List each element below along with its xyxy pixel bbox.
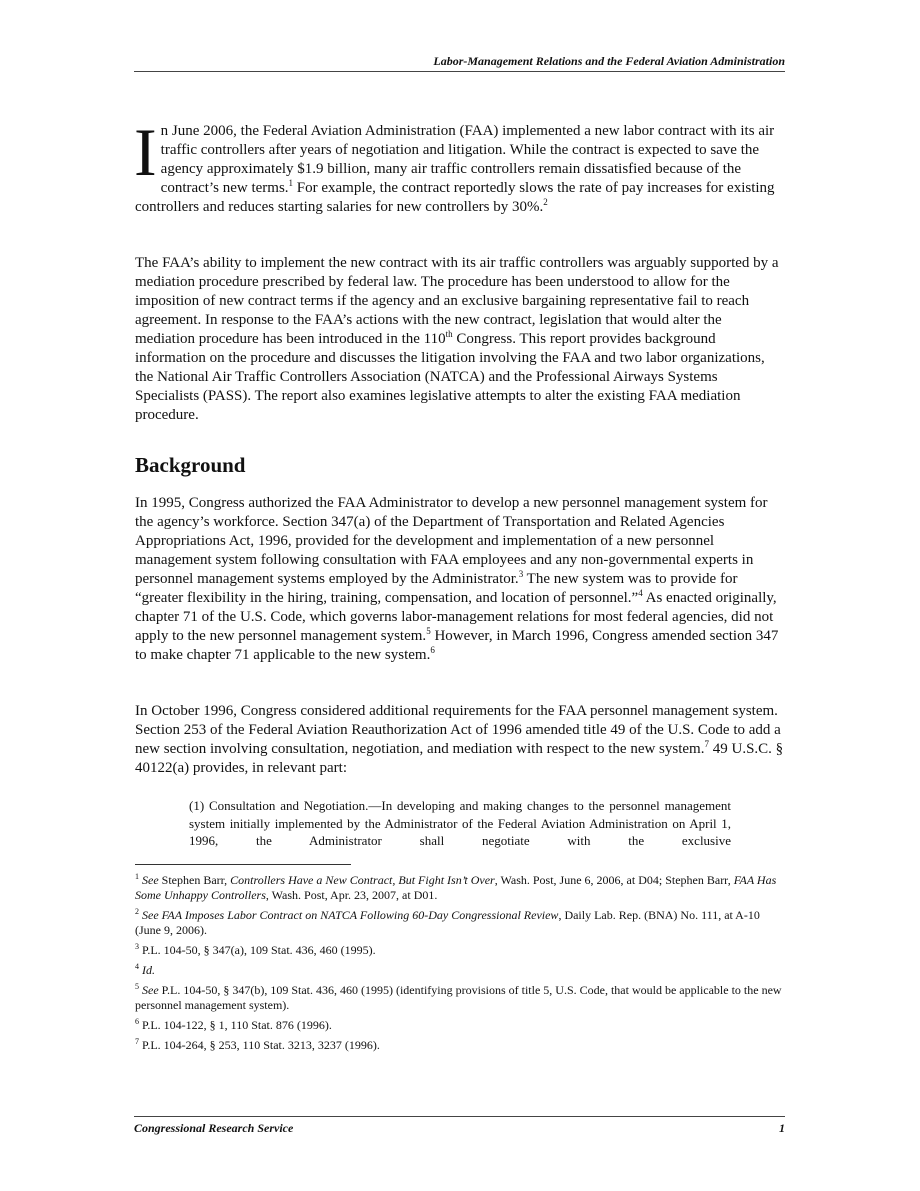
footnote-1: $^1$ See Stephen Barr, Controllers Have a New Contract, But Fight Isn’t Over, Wash. Post, June 6, 2006, at D04; Stephen Barr, FAA Has Some Unhappy Controllers, Wash. Post, Apr. 23, 2007, at D01. [135, 872, 777, 902]
page-footer [134, 1121, 785, 1136]
footnote-ref[interactable]: 7 [704, 739, 709, 749]
footnote-7: $^7$ P.L. 104-264, § 253, 110 Stat. 3213, 3237 (1996). [135, 1037, 380, 1052]
section-heading-background: Background [135, 453, 246, 477]
footnote-ref[interactable]: 5 [426, 626, 431, 636]
drop-cap: I [134, 114, 157, 190]
running-title: Labor-Management Relations and the Federal Aviation Administration [433, 54, 785, 68]
publisher-name: Congressional Research Service [134, 1121, 294, 1135]
footnote-4: $^4$ Id. [135, 962, 155, 977]
footnote-ref[interactable]: 4 [638, 588, 643, 598]
footnote-ref[interactable]: 1 [288, 178, 294, 188]
background-paragraph-1: In 1995, Congress authorized the FAA Administrator to develop a new personnel management system for the agency’s workforce. Section 347(a) of the Department of Transportation and Related Agencies Appropriations Act, 1996, provided for the development and implementation of a new personnel management system following consultation with FAA employees and any non-governmental experts in personnel management systems employed by the Administrator.$^3$ The new system was to provide for “greater flexibility in the hiring, training, compensation, and location of personnel.”$^4$ As enacted originally, chapter 71 of the U.S. Code, which governs labor-management relations for most federal agencies, did not apply to the new personnel management system.$^5$ However, in March 1996, Congress amended section 347 to make chapter 71 applicable to the new system.$^6$ [135, 495, 779, 663]
footnote-divider [135, 864, 351, 865]
ordinal-suffix: th [445, 329, 453, 339]
intro-paragraph-1: In June 2006, the Federal Aviation Administration (FAA) implemented a new labor contract with its air traffic controllers after years of negotiation and litigation. While the contract is expected to save the agency approximately $1.9 billion, many air traffic controllers remain dissatisfied because of the contract’s new terms.$^1$ For example, the contract reportedly slows the rate of pay increases for existing controllers and reduces starting salaries for new controllers by 30%.$^2$ [134, 114, 775, 215]
footnote-ref[interactable]: 3 [518, 569, 524, 579]
footnotes [135, 873, 785, 1058]
footnote-ref[interactable]: 6 [430, 645, 435, 655]
footnote-3: $^3$ P.L. 104-50, § 347(a), 109 Stat. 436, 460 (1995). [135, 942, 376, 957]
page-number: 1 [779, 1121, 785, 1135]
running-header [134, 54, 785, 72]
footer-divider [134, 1116, 785, 1117]
footnote-ref[interactable]: 2 [543, 197, 548, 207]
background-paragraph-2: In October 1996, Congress considered additional requirements for the FAA personnel management system. Section 253 of the Federal Aviation Reauthorization Act of 1996 amended title 49 of the U.S. Code to add a new section involving consultation, negotiation, and mediation with respect to the new system.$^7$ 49 U.S.C. § 40122(a) provides, in relevant part: [135, 703, 784, 776]
intro-paragraph-2: The FAA’s ability to implement the new contract with its air traffic controllers was arguably supported by a mediation procedure prescribed by federal law. The procedure has been understood to allow for the imposition of new contract terms if the agency and an exclusive bargaining representative fail to reach agreement. In response to the FAA’s actions with the new contract, legislation that would alter the mediation procedure has been introduced in the 110th Congress. This report provides background information on the procedure and discusses the litigation involving the FAA and two labor organizations, the National Air Traffic Controllers Association (NATCA) and the Professional Airways Systems Specialists (PASS). The report also examines legislative attempts to alter the existing FAA mediation procedure. [135, 255, 779, 423]
block-quote: (1) Consultation and Negotiation.—In developing and making changes to the personnel management system initially implemented by the Administrator of the Federal Aviation Administration on April 1, 1996, the Administrator shall negotiate with the exclusive [189, 798, 731, 848]
footnote-6: $^6$ P.L. 104-122, § 1, 110 Stat. 876 (1996). [135, 1017, 332, 1032]
footnote-5: $^5$ See P.L. 104-50, § 347(b), 109 Stat. 436, 460 (1995) (identifying provisions of title 5, U.S. Code, that would be applicable to the new personnel management system). [135, 982, 782, 1012]
footnote-2: $^2$ See FAA Imposes Labor Contract on NATCA Following 60-Day Congressional Review, Daily Lab. Rep. (BNA) No. 111, at A-10 (June 9, 2006). [135, 907, 760, 937]
